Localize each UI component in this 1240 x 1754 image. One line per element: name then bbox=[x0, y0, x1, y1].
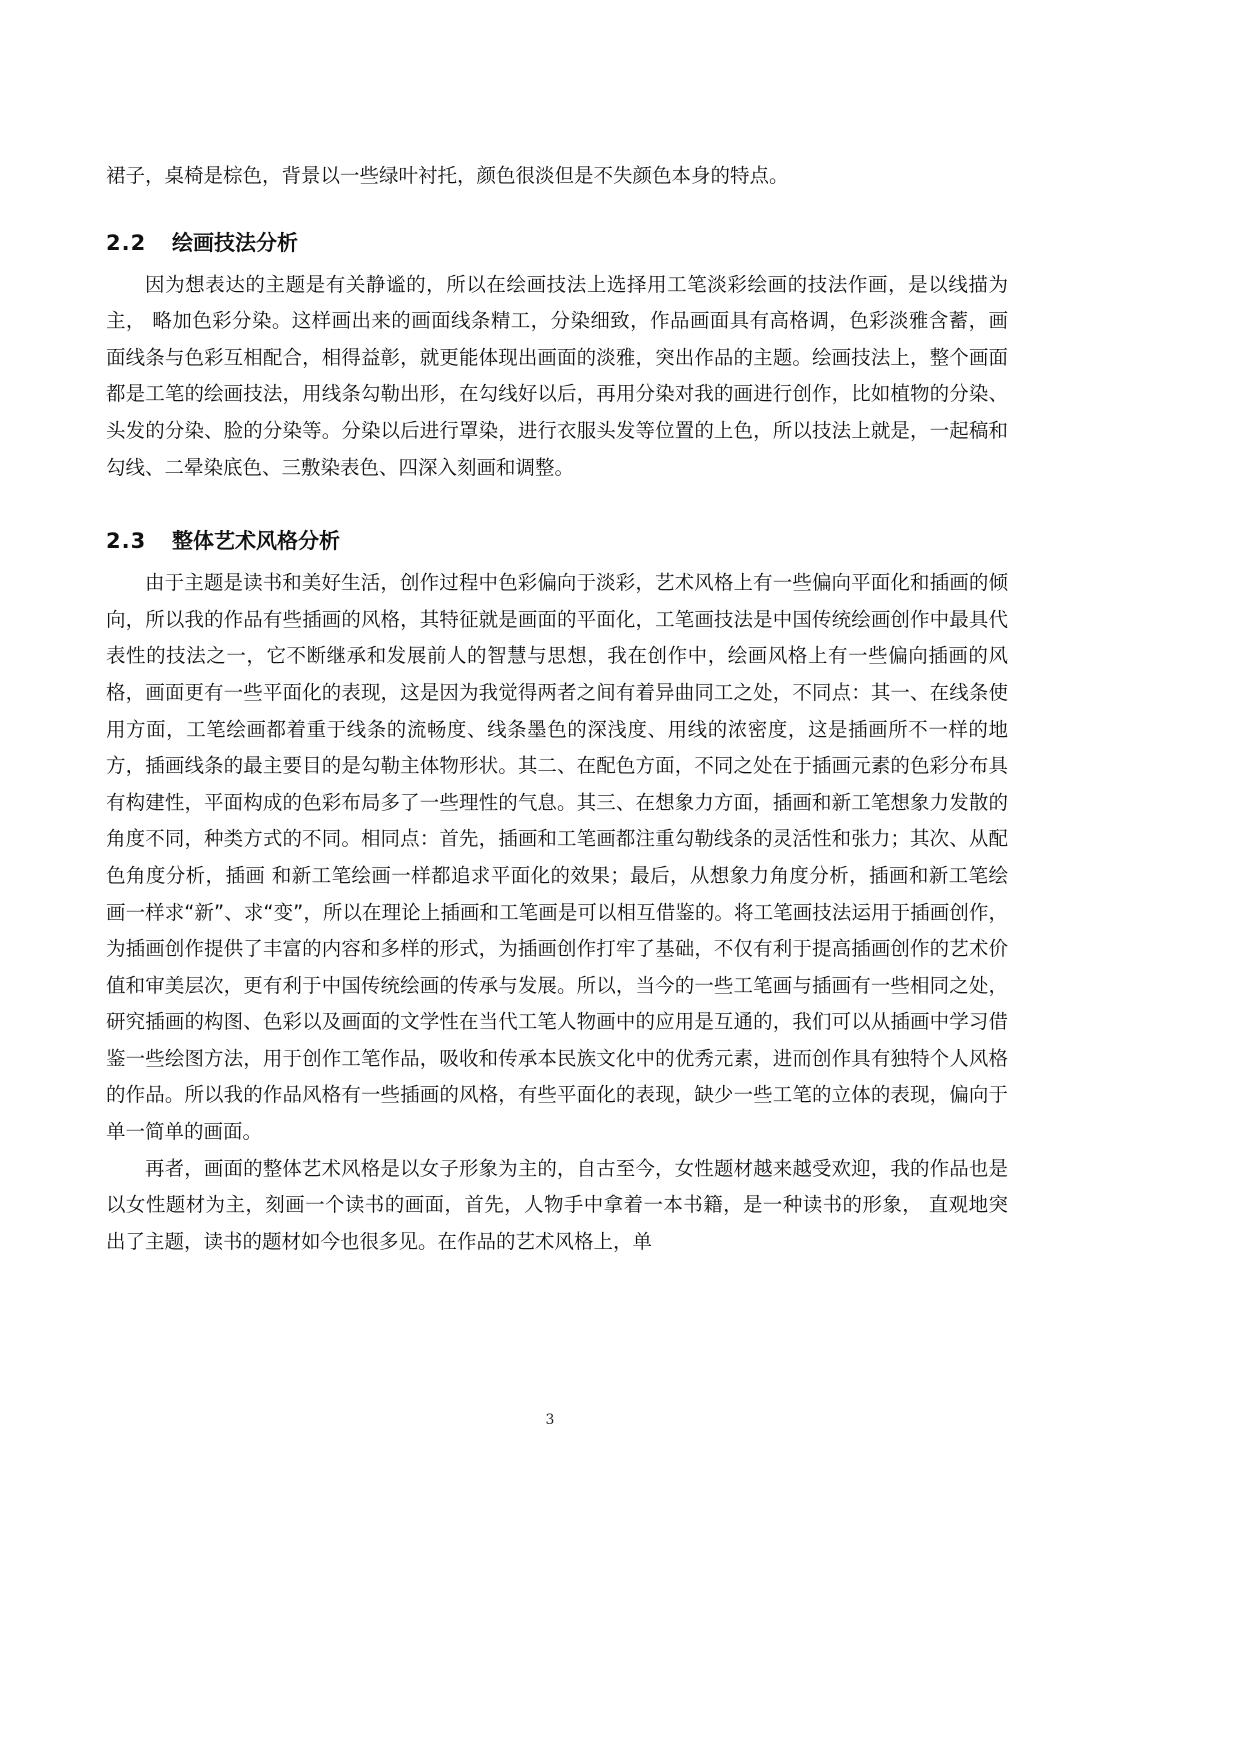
intro-paragraph: 裙子，桌椅是棕色，背景以一些绿叶衬托，颜色很淡但是不失颜色本身的特点。 bbox=[106, 164, 789, 187]
section-number: 2.2 bbox=[106, 230, 147, 255]
section-title: 整体艺术风格分析 bbox=[172, 529, 340, 554]
section-heading-2-2 bbox=[106, 225, 1008, 261]
document-page bbox=[106, 158, 1008, 1260]
paragraph-style-2: 再者，画面的整体艺术风格是以女子形象为主的，自古至今，女性题材越来越受欢迎，我的作品也是以女性题材为主，刻画一个读书的画面，首先，人物手中拿着一本书籍，是一种读书的形象， 直观地突出了主题，读书的题材如今也很多见。在作品的艺术风格上，单 bbox=[106, 1156, 1008, 1253]
paragraph-technique: 因为想表达的主题是有关静谧的，所以在绘画技法上选择用工笔淡彩绘画的技法作画，是以线描为主， 略加色彩分染。这样画出来的画面线条精工，分染细致，作品画面具有高格调，色彩淡雅含蓄，画面线条与色彩互相配合，相得益彰，就更能体现出画面的淡雅，突出作品的主题。绘画技法上，整个画面都是工笔的绘画技法，用线条勾勒出形，在勾线好以后，再用分染对我的画进行创作，比如植物的分染、头发的分染、脸的分染等。分染以后进行罩染，进行衣服头发等位置的上色，所以技法上就是，一起稿和勾线、二晕染底色、三敷染表色、四深入刻画和调整。 bbox=[106, 272, 1008, 479]
section-heading-2-3 bbox=[106, 523, 1008, 559]
section-number: 2.3 bbox=[106, 529, 147, 554]
page-number: 3 bbox=[545, 1412, 555, 1428]
section-title: 绘画技法分析 bbox=[172, 230, 298, 255]
paragraph-style-1: 由于主题是读书和美好生活，创作过程中色彩偏向于淡彩，艺术风格上有一些偏向平面化和插画的倾向，所以我的作品有些插画的风格，其特征就是画面的平面化，工笔画技法是中国传统绘画创作中最具代表性的技法之一，它不断继承和发展前人的智慧与思想，我在创作中，绘画风格上有一些偏向插画的风格，画面更有一些平面化的表现，这是因为我觉得两者之间有着异曲同工之处，不同点：其一、在线条使用方面，工笔绘画都着重于线条的流畅度、线条墨色的深浅度、用线的浓密度，这是插画所不一样的地方，插画线条的最主要目的是勾勒主体物形状。其二、在配色方面，不同之处在于插画元素的色彩分布具有构建性，平面构成的色彩布局多了一些理性的气息。其三、在想象力方面，插画和新工笔想象力发散的角度不同，种类方式的不同。相同点：首先，插画和工笔画都注重勾勒线条的灵活性和张力；其次、从配色角度分析，插画 和新工笔绘画一样都追求平面化的效果；最后，从想象力角度分析，插画和新工笔绘画一样求“新”、求“变”，所以在理论上插画和工笔画是可以相互借鉴的。将工笔画技法运用于插画创作，为插画创作提供了丰富的内容和多样的形式，为插画创作打牢了基础，不仅有利于提高插画创作的艺术价值和审美层次，更有利于中国传统绘画的传承与发展。所以，当今的一些工笔画与插画有一些相同之处，研究插画的构图、色彩以及画面的文学性在当代工笔人物画中的应用是互通的，我们可以从插画中学习借鉴一些绘图方法，用于创作工笔作品，吸收和传承本民族文化中的优秀元素，进而创作具有独特个人风格的作品。所以我的作品风格有一些插画的风格，有些平面化的表现，缺少一些工笔的立体的表现，偏向于单一简单的画面。 bbox=[106, 571, 1008, 1144]
